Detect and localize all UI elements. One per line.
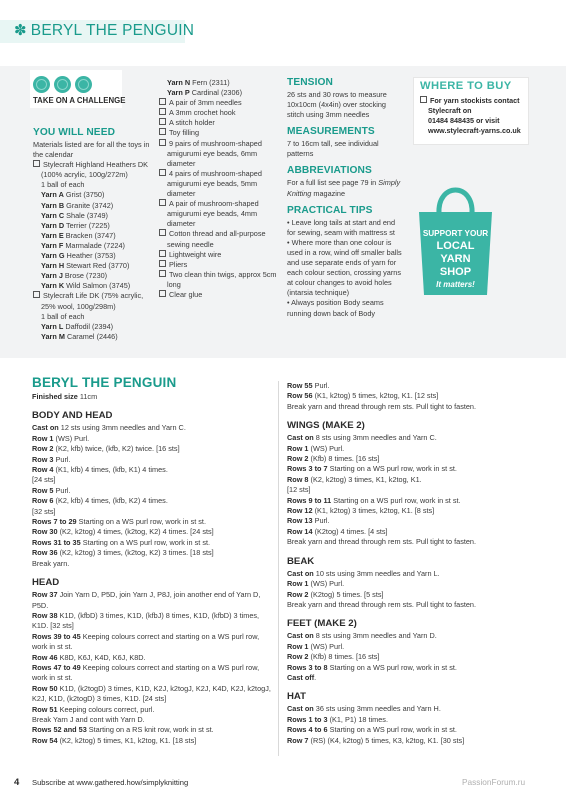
info-column [287,77,402,319]
pattern-row: Rows 7 to 29 Starting on a WS purl row, work in st st. [32,517,206,527]
material-item[interactable]: Two clean thin twigs, approx 5cm long [159,270,277,290]
yarn-item: Yarn E Bracken (3747) [41,230,116,240]
yarn-item: Yarn J Brose (7230) [41,271,108,281]
pattern-row: Row 46 K8D, K6J, K4D, K6J, K8D. [32,652,146,662]
yarn-list-a [33,190,157,291]
pattern-row: Cast on 36 sts using 3mm needles and Yarn H. [287,704,441,714]
material-item[interactable]: Pliers [159,260,277,270]
pattern-row: Row 3 Purl. [32,454,71,464]
section-heading: BODY AND HEAD [32,410,113,422]
section-heading: FEET (MAKE 2) [287,618,357,630]
yarn-item: Yarn G Heather (3753) [41,251,116,261]
challenge-label: TAKE ON A CHALLENGE [33,96,126,105]
section-heading: HEAD [32,577,60,589]
tension-text: 26 sts and 30 rows to measure 10x10cm (4x4in) over stocking stitch using 3mm needles [287,90,387,120]
subscribe-link[interactable]: Subscribe at www.gathered.how/simplyknitting [32,778,189,787]
pattern-row: Break yarn and thread through rem sts. Pull tight to fasten. [287,401,477,411]
pattern-row: Row 1 (WS) Purl. [32,433,90,443]
tip-item: • Always position Body seams running down back of Body [287,298,384,318]
stylecraft-link[interactable]: www.stylecraft-yarns.co.uk [428,126,521,135]
pattern-row: Row 2 (Kfb) 8 times. [16 sts] [287,652,380,662]
material-item[interactable]: A pair of mushroom-shaped amigurumi eye beads, 4mm diameter [159,199,277,229]
you-will-need-heading: YOU WILL NEED [33,127,116,138]
tip-item: • Leave long tails at start and end for sewing, seam with mattress st [287,217,396,237]
pattern-row: Row 56 (K1, k2tog) 5 times, k2tog, K1. [12 sts] [287,391,439,401]
support-local-yarn-shop-bag-icon [413,176,498,298]
yarn-item: Yarn L Daffodil (2394) [41,321,114,331]
page-title: ✽ BERYL THE PENGUIN [14,22,195,39]
tip-item: • Where more than one colour is used in a row, wind off smaller balls and use separate ends of yarn for each colour section, crossing yarns at colour changes to avoid holes (intarsia technique) [287,237,402,298]
yarn-item: Yarn N Fern (2311) [167,78,230,87]
material-item[interactable]: A pair of 3mm needles [159,98,277,108]
pattern-row: Rows 52 and 53 Starting on a RS knit row, work in st st. [32,725,214,735]
pattern-row: Row 38 K1D, (kfbD) 3 times, K1D, (kfbJ) 8 times, K1D, (kfbD) 3 times, K1D. [32 sts] [32,610,260,631]
yarn-item: Yarn C Shale (3749) [41,210,108,220]
pattern-row: Cast off. [287,672,317,682]
star-icon: ✽ [14,22,27,39]
pattern-row: Row 6 (K2, kfb) 4 times, (kfb, K2) 4 times. [32,496,168,506]
practical-tips-heading: PRACTICAL TIPS [287,204,373,216]
intro-text: Materials listed are for all the toys in the calendar [33,140,150,160]
pattern-steps-2 [287,381,537,746]
bag-text-line5: It matters! [436,280,475,289]
pattern-row: Row 14 (K2tog) 4 times. [4 sts] [287,526,388,536]
pattern-column-2 [287,381,537,746]
pattern-row: Rows 39 to 45 Keeping colours correct and starting on a WS purl row, work in st st. [32,631,260,652]
yarn-brand-1: Stylecraft Highland Heathers DK [33,160,157,170]
pattern-row: Row 36 (K2, k2tog) 3 times, (k2tog, K2) 3 times. [18 sts] [32,548,214,558]
bag-text-line3: YARN [440,253,471,265]
yarn-ball-icon [54,76,71,93]
material-item[interactable]: A 3mm crochet hook [159,108,277,118]
you-will-need-column: YOU WILL NEED Materials listed are for all the toys in the calendar Stylecraft Highland Heathers DK (100% acrylic, 100g/272m) 1 ball of each Yarn A Grist (3750) Yarn B Granite (3742) Yarn C Shale (3749) Yarn D Terrier (7225) Yarn E Bracken (3747) Yarn F Marmalade (7224) Yarn G Heather (3753) Yarn H Stewart Red (3770) Yarn J Brose (7230) Yarn K Wild Salmon (3745) Stylecraft Life DK (75% acrylic, 25% wool, 100g/298m) 1 ball of each Yarn L Daffodil (2394) Yarn M Caramel (2446) [33,127,157,342]
pattern-row: Cast on 10 sts using 3mm needles and Yarn L. [287,568,440,578]
pattern-row: Rows 4 to 6 Starting on a WS purl row, work in st st. [287,725,457,735]
pattern-row: Row 1 (WS) Purl. [287,579,345,589]
section-heading: HAT [287,691,307,703]
pattern-row: Rows 3 to 8 Starting on a WS purl row, work in st st. [287,662,457,672]
pattern-row: Row 5 Purl. [32,485,71,495]
pattern-row: Rows 31 to 35 Starting on a WS purl row, work in st st. [32,537,211,547]
pattern-row: Row 2 (K2tog) 5 times. [5 sts] [287,589,384,599]
pattern-row: [24 sts] [32,475,56,485]
pattern-row: Row 4 (K1, kfb) 4 times, (kfb, K1) 4 times. [32,465,168,475]
section-heading: BEAK [287,555,315,567]
pattern-row: Break yarn and thread through rem sts. Pull tight to fasten. [287,599,477,609]
yarn-list-c [159,78,277,98]
material-item[interactable]: Toy filling [159,128,277,138]
yarn-item: Yarn P Cardinal (2306) [167,88,243,98]
bag-text-line4: SHOP [439,266,472,278]
yarn-item: Yarn D Terrier (7225) [41,220,110,230]
where-to-buy-text: For yarn stockists contact Stylecraft on 01484 848435 or visit www.stylecraft-yarns.co.uk [420,96,528,136]
pattern-row: Row 2 (K2, kfb) twice, (kfb, K2) twice. [16 sts] [32,444,180,454]
pattern-row: Rows 3 to 7 Starting on a WS purl row, work in st st. [287,464,457,474]
pattern-row: Rows 1 to 3 (K1, P1) 18 times. [287,714,388,724]
pattern-column-1 [32,392,272,746]
pattern-row: Row 55 Purl. [287,381,330,390]
yarn-item: Yarn B Granite (3742) [41,200,114,210]
pattern-row: Row 37 Join Yarn D, P5D, join Yarn J, P8J, join another end of Yarn D, P5D. [32,590,261,610]
pattern-row: Row 1 (WS) Purl. [287,641,345,651]
material-item[interactable]: Lightweight wire [159,250,277,260]
pattern-row: Cast on 8 sts using 3mm needles and Yarn D. [287,631,437,641]
bag-handle [439,190,472,214]
yarn-item: Yarn A Grist (3750) [41,190,105,200]
pattern-title: BERYL THE PENGUIN [32,375,177,390]
section-heading: WINGS (MAKE 2) [287,420,365,432]
pattern-row: Row 54 (K2, k2tog) 5 times, K1, k2tog, K1. [18 sts] [32,735,197,745]
pattern-row: Break yarn. [32,558,70,568]
finished-size: Finished size 11cm [32,392,98,401]
pattern-row: Row 1 (WS) Purl. [287,443,345,453]
pattern-row: Row 50 K1D, (k2togD) 3 times, K1D, K2J, k2togJ, K2J, K4D, K2J, k2togJ, K2J, K1D, (k2togD) 3 times, K1D. [24 sts] [32,683,271,704]
yarn-item: Yarn K Wild Salmon (3745) [41,281,131,291]
pattern-row: Cast on 12 sts using 3mm needles and Yarn C. [32,423,186,433]
pattern-row: Break yarn and thread through rem sts. Pull tight to fasten. [287,537,477,547]
yarn-ball-icon [75,76,92,93]
material-item[interactable]: Clear glue [159,290,277,300]
measurements-heading: MEASUREMENTS [287,126,375,138]
materials-list [159,98,277,300]
pattern-row: Row 13 Purl. [287,516,330,526]
bag-text-line1: SUPPORT YOUR [422,229,489,238]
pattern-row: Row 51 Keeping colours correct, purl. [32,704,155,714]
pattern-row: Row 30 (K2, k2tog) 4 times, (k2tog, K2) 4 times. [24 sts] [32,527,214,537]
material-item[interactable]: Cotton thread and all-purpose sewing needle [159,229,277,249]
abbreviations-text: For a full list see page 79 in Simply Knitting magazine [287,178,401,198]
material-item[interactable]: 9 pairs of mushroom-shaped amigurumi eye beads, 6mm diameter [159,139,277,169]
tips-list [287,218,402,319]
abbreviations-heading: ABBREVIATIONS [287,165,372,177]
pattern-row: Rows 9 to 11 Starting on a WS purl row, work in st st. [287,495,461,505]
measurements-text: 7 to 16cm tall, see individual patterns [287,139,379,159]
column-divider [278,381,279,756]
pattern-row: Rows 47 to 49 Keeping colours correct and starting on a WS purl row, work in st st. [32,662,260,683]
pattern-row: [32 sts] [32,506,56,516]
tension-heading: TENSION [287,77,333,88]
pattern-row: Break Yarn J and cont with Yarn D. [32,714,145,724]
watermark: PassionForum.ru [462,777,526,787]
materials-column [159,78,277,300]
yarn-brand-2: Stylecraft Life DK (75% acrylic, [33,291,157,301]
pattern-row: Cast on 8 sts using 3mm needles and Yarn C. [287,433,437,443]
pattern-row: Row 7 (RS) (K4, k2tog) 5 times, K3, k2tog, K1. [30 sts] [287,735,465,745]
material-item[interactable]: A stitch holder [159,118,277,128]
pattern-row: Row 8 (K2, k2tog) 3 times, K1, k2tog, K1. [287,474,422,484]
pattern-row: [12 sts] [287,485,311,495]
pattern-steps-1 [32,410,272,746]
where-to-buy-heading: WHERE TO BUY [420,80,512,92]
bag-text-line2: LOCAL [436,240,475,252]
yarn-item: Yarn H Stewart Red (3770) [41,261,130,271]
yarn-item: Yarn F Marmalade (7224) [41,240,125,250]
pattern-row: Row 2 (Kfb) 8 times. [16 sts] [287,454,380,464]
yarn-item: Yarn M Caramel (2446) [41,331,118,341]
yarn-ball-icon [33,76,50,93]
yarn-list-b [33,322,157,342]
material-item[interactable]: 4 pairs of mushroom-shaped amigurumi eye beads, 5mm diameter [159,169,277,199]
pattern-row: Row 12 (K1, k2tog) 3 times, k2tog, K1. [8 sts] [287,506,435,516]
page-number: 4 [14,777,20,788]
